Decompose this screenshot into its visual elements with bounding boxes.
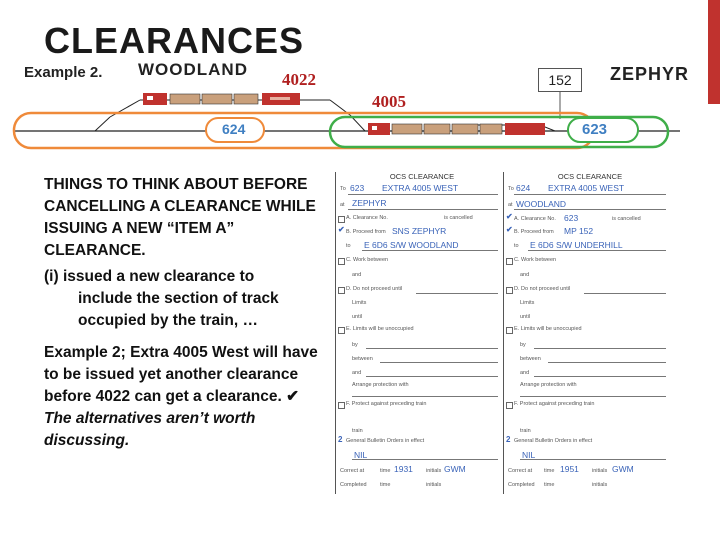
form-and2-label: and [520,370,530,376]
form-rule [514,194,666,195]
signal-152-box: 152 [538,68,582,92]
form-completed-label: Completed [340,482,367,488]
example-paragraph [44,342,329,452]
form-time-value: 1931 [394,464,413,474]
form-between-label: between [352,356,373,362]
form-f-label: F. Protect against preceding train [346,401,427,407]
form-rule [362,250,498,251]
form-rule [520,459,666,460]
checkbox-d [506,287,513,294]
form-at-label: at [340,202,345,208]
form-limits-label: Limits [520,300,535,306]
form-b-value: SNS ZEPHYR [392,226,447,236]
form-rule [352,459,498,460]
form-at-label: at [508,202,513,208]
form-time-value: 1951 [560,464,579,474]
form-and-label: and [520,272,530,278]
form-a-label: A. Clearance No. [514,216,556,222]
point-i-marker: (i) [44,268,59,285]
form-correct-label: Correct at [340,468,365,474]
form-nil-value: NIL [522,450,536,460]
form-rule [534,348,666,349]
point-i-first: issued a new clearance to [62,268,255,285]
form-arrange-label: Arrange protection with [520,382,577,388]
form-a-number: 623 [564,213,579,223]
checkbox-c [338,258,345,265]
train-4005-label: 4005 [372,92,406,111]
form-between-label: between [520,356,541,362]
form-item-number: 2 [338,435,343,444]
example-italic: The alternatives aren’t worth discussing. [44,410,256,449]
form-rule [380,362,498,363]
form-initials-value: GWM [444,464,466,474]
checkbox-f [338,402,345,409]
form-nil-value: NIL [354,450,368,460]
station-woodland-label: WOODLAND [138,60,248,79]
form-until-label: until [352,314,363,320]
train-4022-car-1 [170,94,200,104]
station-zephyr-label: ZEPHYR [610,64,690,84]
train-4005-loco [368,123,390,135]
point-i-rest1: include the section of track [78,290,279,307]
clearance-form-1 [335,172,511,494]
train-4022-car-2 [202,94,232,104]
form-general-label: General Bulletin Orders in effect [346,438,425,444]
train-4022-loco-window [147,96,153,100]
form-rule [528,250,666,251]
form-c-label: C. Work between [346,257,389,263]
checkbox-e [338,327,345,334]
example-label: Example 2. [24,64,103,81]
checkbox-f [506,402,513,409]
point-i [44,266,324,332]
form-correct-label: Correct at [508,468,533,474]
form-rule [416,293,498,294]
train-4005-car-3 [452,124,478,134]
train-4022-label: 4022 [282,70,316,89]
check-mark-icon: ✔ [286,388,300,405]
form-b-check: ✔ [338,225,345,234]
form-f-label: F. Protect against preceding train [514,401,595,407]
form-train-label: train [520,428,531,434]
checkbox-d [338,287,345,294]
form-b-value: MP 152 [564,226,594,236]
form-time2-label: time [544,482,555,488]
form-e-label: E. Limits will be unoccupied [514,326,582,332]
train-4005-loco-window [372,126,377,130]
form-a-label: A. Clearance No. [346,215,388,221]
form-to-train: EXTRA 4005 WEST [548,183,625,193]
form-and-label: and [352,272,362,278]
form-to-short: to [346,243,351,249]
form-title: OCS CLEARANCE [389,172,455,181]
form-until-label: until [520,314,531,320]
form-initials-label: initials [592,468,608,474]
form-at-station: ZEPHYR [352,198,387,208]
form-train-label: train [352,428,363,434]
train-4022-car-3 [234,94,258,104]
form-rule [548,362,666,363]
form-rule [534,376,666,377]
train-4005-car-4 [480,124,502,134]
form-e-label: E. Limits will be unoccupied [346,326,414,332]
form-rule [348,194,498,195]
left-switch-lower [95,117,110,131]
form-completed-label: Completed [508,482,535,488]
form-by-label: by [520,342,526,348]
form-initials-value: GWM [612,464,634,474]
form-to-number: 623 [350,183,365,193]
checkbox-e [506,327,513,334]
form-a-check: ✔ [506,212,513,221]
form-d-label: D. Do not proceed until [514,286,571,292]
form-initials2-label: initials [426,482,442,488]
train-4022-caboose-stripe [270,97,290,100]
form-cancelled-label: is cancelled [444,215,473,221]
train-4005-car-2 [424,124,450,134]
form-general-label: General Bulletin Orders in effect [514,438,593,444]
siding-624-label: 624 [222,121,246,137]
form-time-label: time [544,468,555,474]
point-i-rest2: occupied by the train, … [78,312,258,329]
form-to-value: E 6D6 S/W WOODLAND [364,240,459,250]
example-text: Example 2; Extra 4005 West will have to be issued yet another clearance before 4022 can get a clearance. [44,344,318,405]
form-rule [584,293,666,294]
form-time2-label: time [380,482,391,488]
form-c-label: C. Work between [514,257,557,263]
form-b-check: ✔ [506,225,513,234]
form-item-number: 2 [506,435,511,444]
form-to-label: To [508,186,514,192]
form-to-train: EXTRA 4005 WEST [382,183,459,193]
checkbox-a [338,216,345,223]
checkbox-c [506,258,513,265]
form-time-label: time [380,468,391,474]
form-arrange-label: Arrange protection with [352,382,409,388]
form-rule [348,209,498,210]
train-4005-car-1 [392,124,422,134]
clearance-form-2 [503,172,676,494]
form-initials-label: initials [426,468,442,474]
form-and2-label: and [352,370,362,376]
think-heading: THINGS TO THINK ABOUT BEFORE CANCELLING A CLEARANCE WHILE ISSUING A NEW “ITEM A” CLEARANCE. [44,176,316,259]
form-initials2-label: initials [592,482,608,488]
slide-title: CLEARANCES [44,20,305,61]
form-to-label: To [340,186,346,192]
form-by-label: by [352,342,358,348]
form-rule [352,396,498,397]
form-rule [366,348,498,349]
form-limits-label: Limits [352,300,367,306]
form-to-short: to [514,243,519,249]
form-to-value: E 6D6 S/W UNDERHILL [530,240,623,250]
form-d-label: D. Do not proceed until [346,286,403,292]
train-4005-caboose [505,123,545,135]
form-at-station: WOODLAND [516,199,567,209]
siding-623-label: 623 [582,121,608,138]
form-rule [520,396,666,397]
form-cancelled-label: is cancelled [612,216,641,222]
left-switch [110,100,140,117]
form-title: OCS CLEARANCE [557,172,623,181]
form-b-label: B. Proceed from [514,229,554,235]
form-rule [514,209,666,210]
form-b-label: B. Proceed from [346,229,386,235]
form-to-number: 624 [516,183,531,193]
form-rule [366,376,498,377]
train-4022-loco [143,93,167,105]
